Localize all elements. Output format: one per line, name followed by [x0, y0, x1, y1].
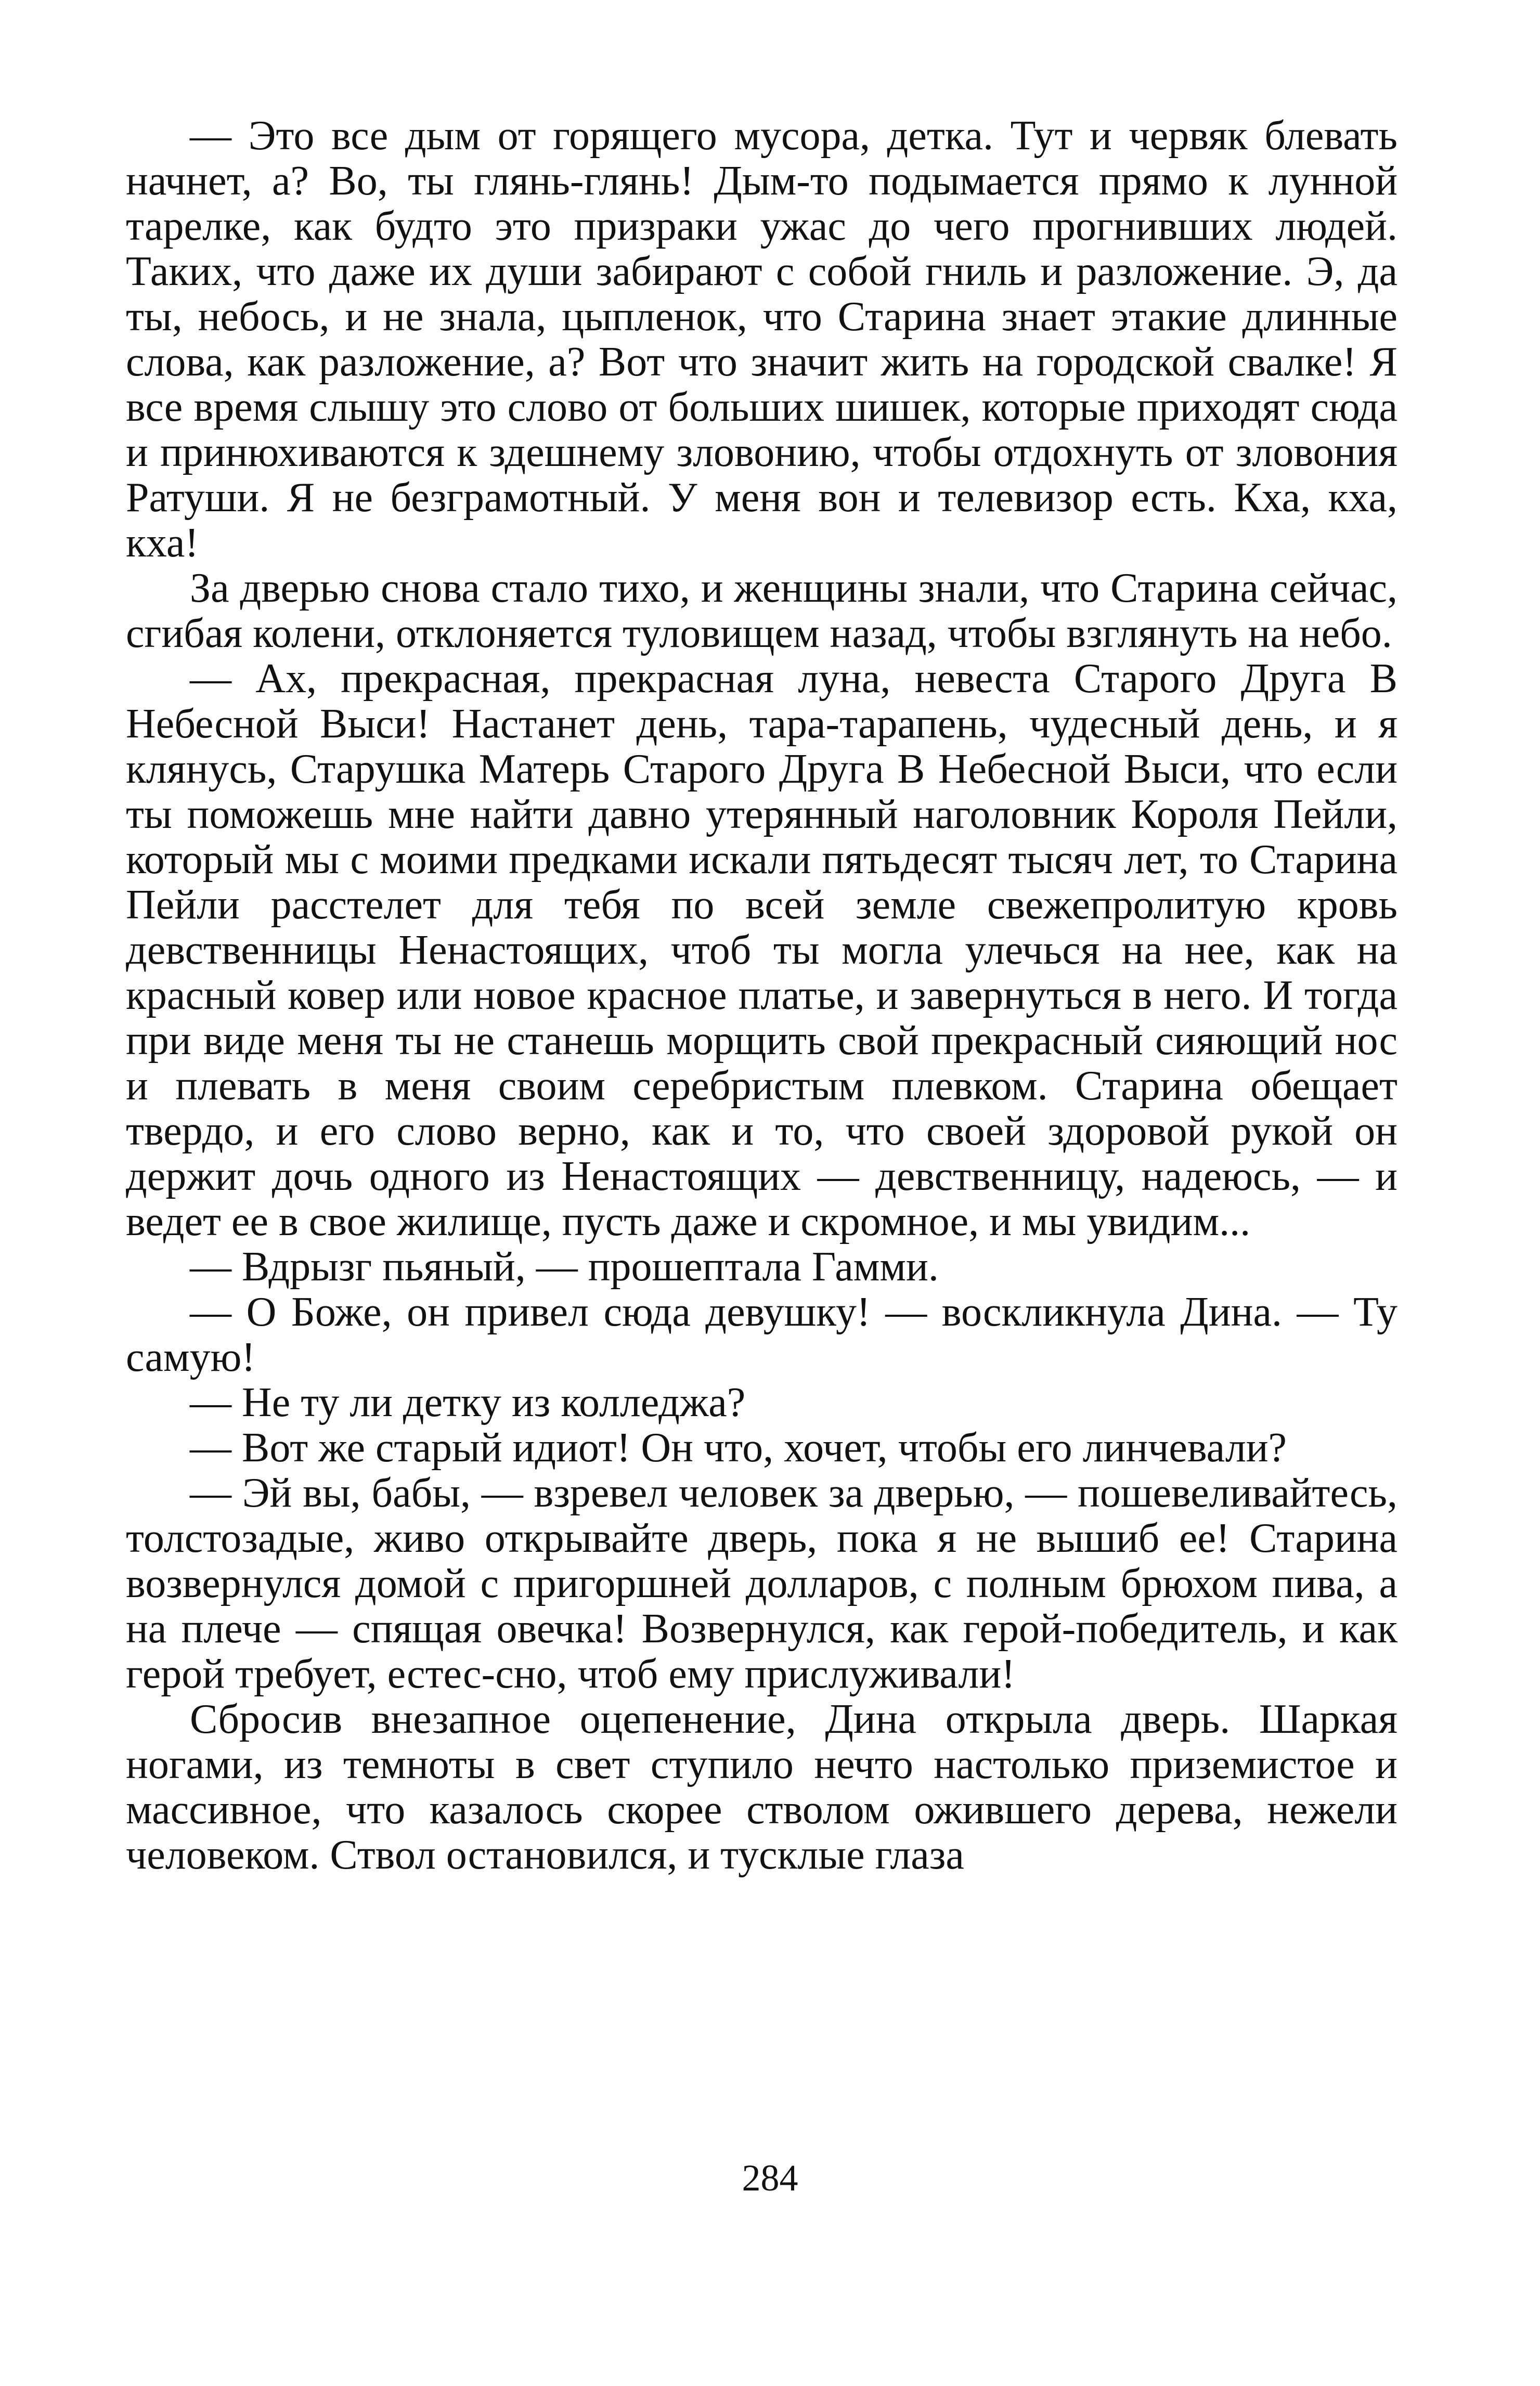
paragraph: — Не ту ли детку из колледжа? [190, 1380, 746, 1425]
paragraph: — Эй вы, бабы, — взревел человек за дверью, — пошевеливайтесь, толстозадые, живо открывайте дверь, пока я не вышиб ее! Старина возвернулся домой с пригоршней долларов, с полным брюхом пива, а на плече — спящая овечка! Возвернулся, как герой-победитель, и как герой требует, естес-сно, чтоб ему прислуживали! [126, 1470, 1397, 1697]
paragraph: За дверью снова стало тихо, и женщины знали, что Старина сейчас, сгибая колени, отклоняется туловищем назад, чтобы взглянуть на небо. [126, 565, 1397, 656]
paragraph: — Ах, прекрасная, прекрасная луна, невеста Старого Друга В Небесной Выси! Настанет день, тара-тарапень, чудесный день, и я клянусь, Старушка Матерь Старого Друга В Небесной Выси, что если ты поможешь мне найти давно утерянный наголовник Короля Пейли, который мы с моими предками искали пятьдесят тысяч лет, то Старина Пейли расстелет для тебя по всей земле свежепролитую кровь девственницы Ненастоящих, чтоб ты могла улечься на нее, как на красный ковер или новое красное платье, и завернуться в него. И тогда при виде меня ты не станешь морщить свой прекрасный сияющий нос и плевать в меня своим серебристым плевком. Старина обещает твердо, и его слово верно, как и то, что своей здоровой рукой он держит дочь одного из Ненастоящих — девственницу, надеюсь, — и ведет ее в свое жилище, пусть даже и скромное, и мы увидим... [126, 656, 1397, 1244]
paragraph: — Вдрызг пьяный, — прошептала Гамми. [190, 1244, 939, 1290]
paragraph: — Вот же старый идиот! Он что, хочет, чтобы его линчевали? [190, 1425, 1287, 1471]
paragraph: — О Боже, он привел сюда девушку! — воскликнула Дина. — Ту самую! [126, 1289, 1397, 1380]
paragraph: — Это все дым от горящего мусора, детка. Тут и червяк блевать начнет, а? Во, ты глянь-глянь! Дым-то подымается прямо к лунной тарелке, как будто это призраки ужас до чего прогнивших людей. Таких, что даже их души забирают с собой гниль и разложение. Э, да ты, небось, и не знала, цыпленок, что Старина знает этакие длинные слова, как разложение, а? Вот что значит жить на городской свалке! Я все время слышу это слово от больших шишек, которые приходят сюда и принюхиваются к здешнему зловонию, чтобы отдохнуть от зловония Ратуши. Я не безграмотный. У меня вон и телевизор есть. Кха, кха, кха! [126, 113, 1397, 566]
paragraph: Сбросив внезапное оцепенение, Дина открыла дверь. Шаркая ногами, из темноты в свет ступило нечто настолько приземистое и массивное, что казалось скорее стволом ожившего дерева, нежели человеком. Ствол остановился, и тусклые глаза [126, 1696, 1397, 1878]
body-text [126, 113, 1397, 1878]
page-number: 284 [742, 2157, 798, 2199]
